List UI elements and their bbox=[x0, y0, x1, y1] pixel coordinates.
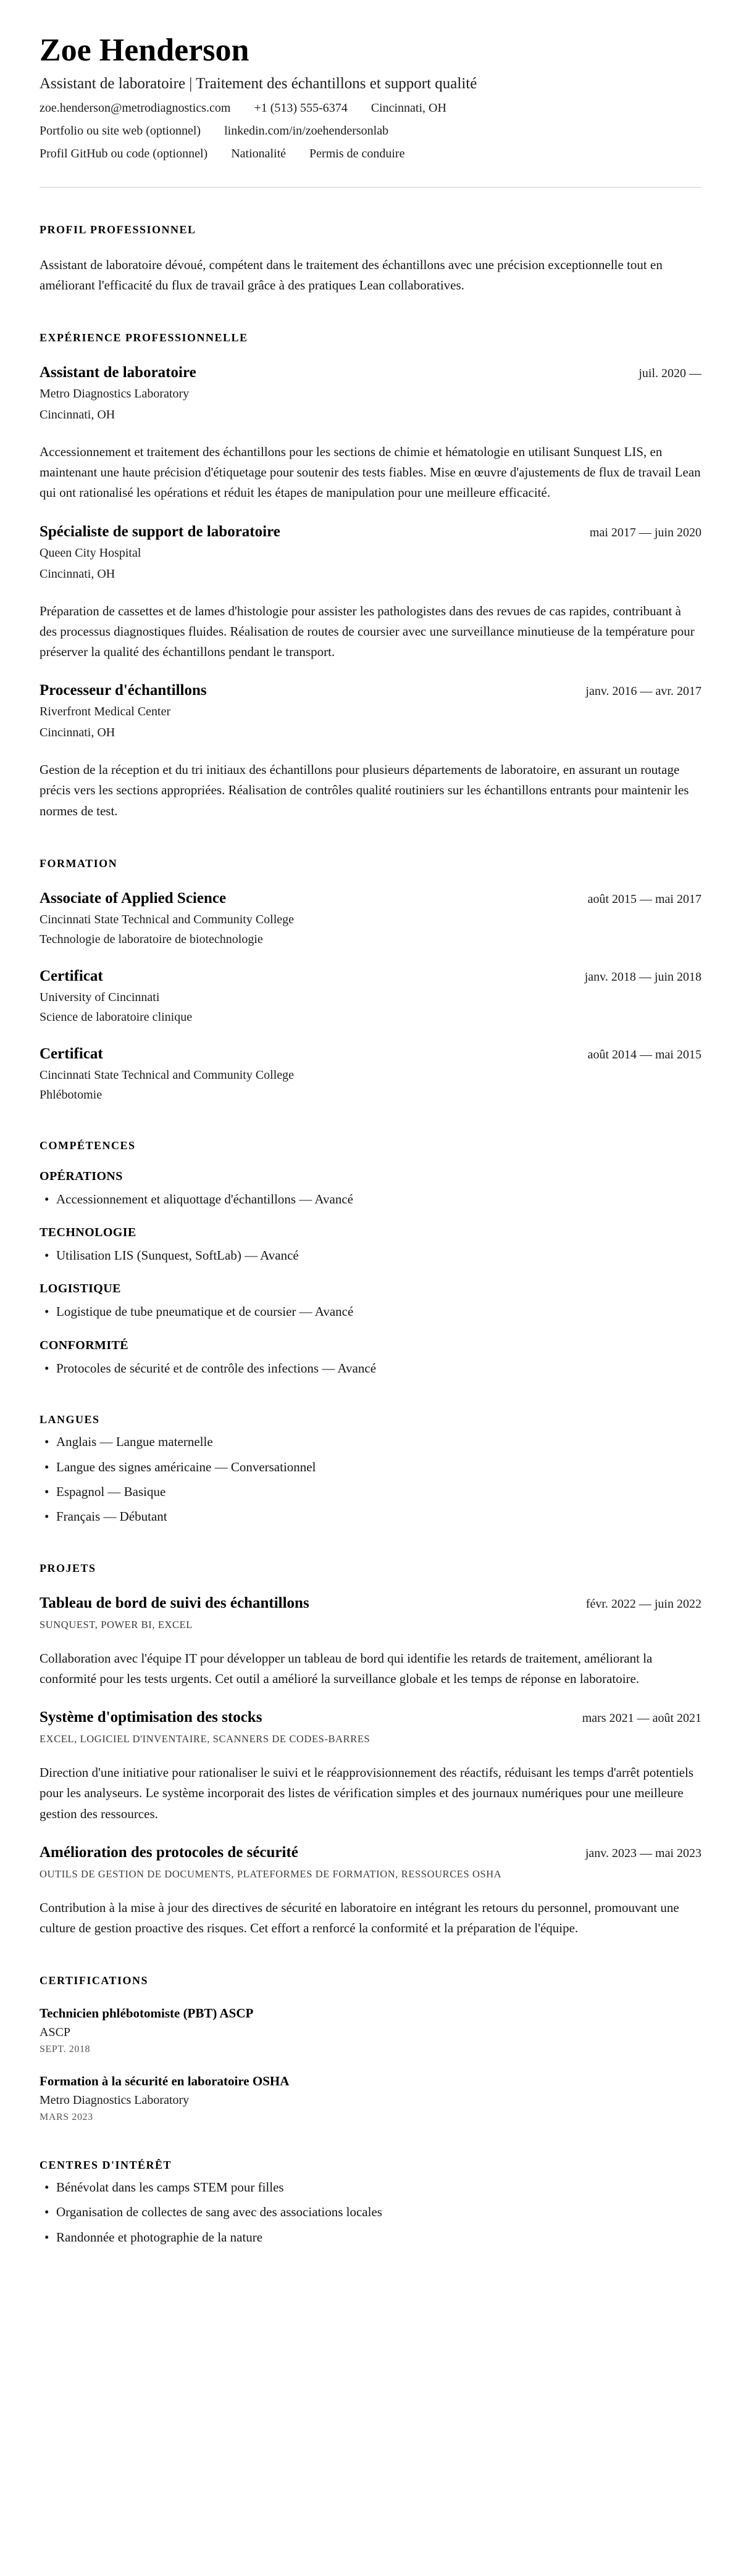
job-description: Préparation de cassettes et de lames d'histologie pour assister les pathologistes dans des revues de cas rapides, contribuant à des processus diagnostiques fluides. Réalisation de routes de coursier avec une surveillance minutieuse de la température pour préserver la qualité des échantillons pendant le transport. bbox=[40, 603, 695, 659]
skill-group-name: CONFORMITÉ bbox=[40, 1338, 128, 1352]
project-description: Contribution à la mise à jour des directives de sécurité en laboratoire en intégrant les retours du personnel, promouvant une culture de gestion proactive des risques. Cet effort a renforcé la conformité et la préparation de l'équipe. bbox=[40, 1900, 679, 1935]
project-dates: mars 2021 — août 2021 bbox=[582, 1711, 701, 1726]
project-entry-head bbox=[40, 1844, 701, 1861]
header-divider bbox=[40, 187, 701, 188]
education-dates: janv. 2018 — juin 2018 bbox=[584, 970, 701, 984]
certification-title: Formation à la sécurité en laboratoire OSHA bbox=[40, 2074, 290, 2089]
project-description: Collaboration avec l'équipe IT pour développer un tableau de bord qui identifie les retards de traitement, améliorant la conformité pour les tests urgents. Cet outil a amélioré la surveillance globale et les temps de réponse en laboratoire. bbox=[40, 1650, 653, 1686]
interest-list bbox=[40, 2179, 701, 2246]
section-interests bbox=[40, 2159, 701, 2246]
section-certifications bbox=[40, 1974, 701, 2123]
job-company: Queen City Hospital bbox=[40, 546, 141, 560]
profile-summary: Assistant de laboratoire dévoué, compétent dans le traitement des échantillons avec une précision exceptionnelle tout en améliorant l'efficacité du flux de travail grâce à des pratiques Lean collaboratives. bbox=[40, 257, 663, 293]
project-entry-head bbox=[40, 1709, 701, 1726]
education-entry bbox=[40, 1045, 701, 1103]
project-title: Amélioration des protocoles de sécurité bbox=[40, 1843, 298, 1861]
contact-row-extra bbox=[40, 147, 701, 161]
language-item: • Français — Débutant bbox=[40, 1508, 701, 1526]
skill-group-name: LOGISTIQUE bbox=[40, 1282, 121, 1296]
github-placeholder-text: Profil GitHub ou code (optionnel) bbox=[40, 146, 208, 160]
skill-item: • Utilisation LIS (Sunquest, SoftLab) — Avancé bbox=[40, 1247, 701, 1265]
skill-group-name: TECHNOLOGIE bbox=[40, 1226, 136, 1240]
language-item: • Espagnol — Basique bbox=[40, 1483, 701, 1501]
skill-list bbox=[40, 1247, 701, 1265]
portfolio-placeholder-text: Portfolio ou site web (optionnel) bbox=[40, 123, 201, 138]
section-languages bbox=[40, 1413, 701, 1526]
experience-entry-head bbox=[40, 523, 701, 541]
job-location: Cincinnati, OH bbox=[40, 726, 115, 740]
project-tools: OUTILS DE GESTION DE DOCUMENTS, PLATEFORMES DE FORMATION, RESSOURCES OSHA bbox=[40, 1868, 502, 1880]
skill-item: • Logistique de tube pneumatique et de coursier — Avancé bbox=[40, 1303, 701, 1321]
project-tools: EXCEL, LOGICIEL D'INVENTAIRE, SCANNERS DE CODES-BARRES bbox=[40, 1733, 371, 1745]
certification-date: MARS 2023 bbox=[40, 2112, 93, 2123]
skill-group bbox=[40, 1170, 701, 1208]
certifications-heading: CERTIFICATIONS bbox=[40, 1974, 149, 1987]
certification-entry bbox=[40, 2074, 701, 2123]
section-projects bbox=[40, 1562, 701, 1938]
certification-date: SEPT. 2018 bbox=[40, 2044, 91, 2055]
job-company: Riverfront Medical Center bbox=[40, 705, 171, 719]
experience-entry bbox=[40, 523, 701, 663]
interest-item: • Randonnée et photographie de la nature bbox=[40, 2229, 701, 2246]
job-title: Processeur d'échantillons bbox=[40, 682, 207, 699]
resume-header bbox=[40, 32, 701, 161]
study-field: Technologie de laboratoire de biotechnologie bbox=[40, 932, 263, 946]
project-entry-head bbox=[40, 1595, 701, 1612]
job-dates: janv. 2016 — avr. 2017 bbox=[585, 684, 701, 699]
experience-entry-head bbox=[40, 364, 701, 381]
certification-title: Technicien phlébotomiste (PBT) ASCP bbox=[40, 2006, 254, 2021]
project-dates: févr. 2022 — juin 2022 bbox=[585, 1597, 701, 1611]
degree-title: Certificat bbox=[40, 1045, 103, 1062]
project-description: Direction d'une initiative pour rationaliser le suivi et le réapprovisionnement des réactifs, réduisant les temps d'arrêt potentiels pour les analyseurs. Le système incorporait des listes de vérification simples et des journaux numériques pour une meilleure gestion des ressources. bbox=[40, 1765, 693, 1821]
skill-list bbox=[40, 1303, 701, 1321]
email-text[interactable]: zoe.henderson@metrodiagnostics.com bbox=[40, 101, 231, 115]
contact-row-primary bbox=[40, 101, 701, 115]
skill-list bbox=[40, 1360, 701, 1377]
language-list bbox=[40, 1433, 701, 1526]
phone-text: +1 (513) 555-6374 bbox=[254, 101, 348, 115]
job-description: Accessionnement et traitement des échantillons pour les sections de chimie et hématologie en utilisant Sunquest LIS, en maintenant une haute précision d'étiquetage pour soutenir des tests fiables. Mise en œuvre d'ajustements de flux de travail Lean qui ont rationalisé les opérations et réduit les étapes de manipulation pour une meilleure efficacité. bbox=[40, 444, 701, 501]
project-entry bbox=[40, 1595, 701, 1689]
project-entry bbox=[40, 1844, 701, 1938]
skill-item: • Accessionnement et aliquottage d'échantillons — Avancé bbox=[40, 1190, 701, 1208]
candidate-headline: Assistant de laboratoire | Traitement des échantillons et support qualité bbox=[40, 75, 477, 92]
driving-license-label: Permis de conduire bbox=[309, 146, 405, 160]
school-name: Cincinnati State Technical and Community College bbox=[40, 912, 295, 926]
education-entry-head bbox=[40, 968, 701, 985]
section-experience bbox=[40, 331, 701, 821]
skills-heading: COMPÉTENCES bbox=[40, 1139, 136, 1152]
location-text: Cincinnati, OH bbox=[371, 101, 446, 115]
interests-heading: CENTRES D'INTÉRÊT bbox=[40, 2159, 172, 2172]
job-title: Spécialiste de support de laboratoire bbox=[40, 523, 280, 540]
languages-heading: LANGUES bbox=[40, 1413, 100, 1426]
job-company: Metro Diagnostics Laboratory bbox=[40, 387, 190, 401]
interest-item: • Bénévolat dans les camps STEM pour filles bbox=[40, 2179, 701, 2196]
candidate-name: Zoe Henderson bbox=[40, 33, 249, 68]
certification-entry bbox=[40, 2006, 701, 2055]
interest-item: • Organisation de collectes de sang avec des associations locales bbox=[40, 2203, 701, 2221]
linkedin-text[interactable]: linkedin.com/in/zoehendersonlab bbox=[224, 123, 389, 138]
project-title: Tableau de bord de suivi des échantillons bbox=[40, 1594, 309, 1611]
project-tools: SUNQUEST, POWER BI, EXCEL bbox=[40, 1618, 193, 1631]
education-heading: FORMATION bbox=[40, 857, 118, 870]
language-item: • Langue des signes américaine — Conversationnel bbox=[40, 1458, 701, 1476]
section-profile bbox=[40, 223, 701, 296]
school-name: University of Cincinnati bbox=[40, 990, 160, 1004]
education-dates: août 2014 — mai 2015 bbox=[587, 1047, 701, 1062]
degree-title: Certificat bbox=[40, 967, 103, 984]
experience-entry bbox=[40, 364, 701, 504]
experience-heading: EXPÉRIENCE PROFESSIONNELLE bbox=[40, 331, 248, 344]
certification-issuer: Metro Diagnostics Laboratory bbox=[40, 2093, 190, 2108]
projects-heading: PROJETS bbox=[40, 1561, 96, 1574]
education-entry-head bbox=[40, 1045, 701, 1063]
education-entry-head bbox=[40, 890, 701, 907]
degree-title: Associate of Applied Science bbox=[40, 889, 227, 907]
education-dates: août 2015 — mai 2017 bbox=[587, 892, 701, 906]
study-field: Science de laboratoire clinique bbox=[40, 1010, 193, 1024]
contact-row-web bbox=[40, 124, 701, 138]
experience-entry bbox=[40, 682, 701, 821]
job-description: Gestion de la réception et du tri initiaux des échantillons pour plusieurs départements de laboratoire, en assurant un routage précis vers les sections appropriées. Réalisation de contrôles qualité routiniers sur les échantillons entrants pour maintenir les normes de test. bbox=[40, 762, 689, 818]
project-dates: janv. 2023 — mai 2023 bbox=[585, 1846, 701, 1860]
education-entry bbox=[40, 968, 701, 1026]
section-skills bbox=[40, 1139, 701, 1378]
language-item: • Anglais — Langue maternelle bbox=[40, 1433, 701, 1451]
certification-issuer: ASCP bbox=[40, 2025, 71, 2040]
skill-item: • Protocoles de sécurité et de contrôle des infections — Avancé bbox=[40, 1360, 701, 1377]
project-entry bbox=[40, 1709, 701, 1824]
school-name: Cincinnati State Technical and Community College bbox=[40, 1068, 295, 1082]
job-dates: juil. 2020 — bbox=[638, 367, 701, 381]
job-location: Cincinnati, OH bbox=[40, 567, 115, 581]
study-field: Phlébotomie bbox=[40, 1087, 103, 1102]
skill-group-name: OPÉRATIONS bbox=[40, 1169, 123, 1183]
section-education bbox=[40, 857, 701, 1103]
education-entry bbox=[40, 890, 701, 948]
job-location: Cincinnati, OH bbox=[40, 408, 115, 422]
job-dates: mai 2017 — juin 2020 bbox=[589, 525, 701, 539]
skill-group bbox=[40, 1282, 701, 1321]
project-title: Système d'optimisation des stocks bbox=[40, 1709, 262, 1726]
profile-heading: PROFIL PROFESSIONNEL bbox=[40, 223, 196, 236]
skill-group bbox=[40, 1226, 701, 1265]
experience-entry-head bbox=[40, 682, 701, 699]
job-title: Assistant de laboratoire bbox=[40, 364, 196, 381]
skill-group bbox=[40, 1339, 701, 1377]
nationality-label: Nationalité bbox=[231, 146, 287, 160]
skill-list bbox=[40, 1190, 701, 1208]
